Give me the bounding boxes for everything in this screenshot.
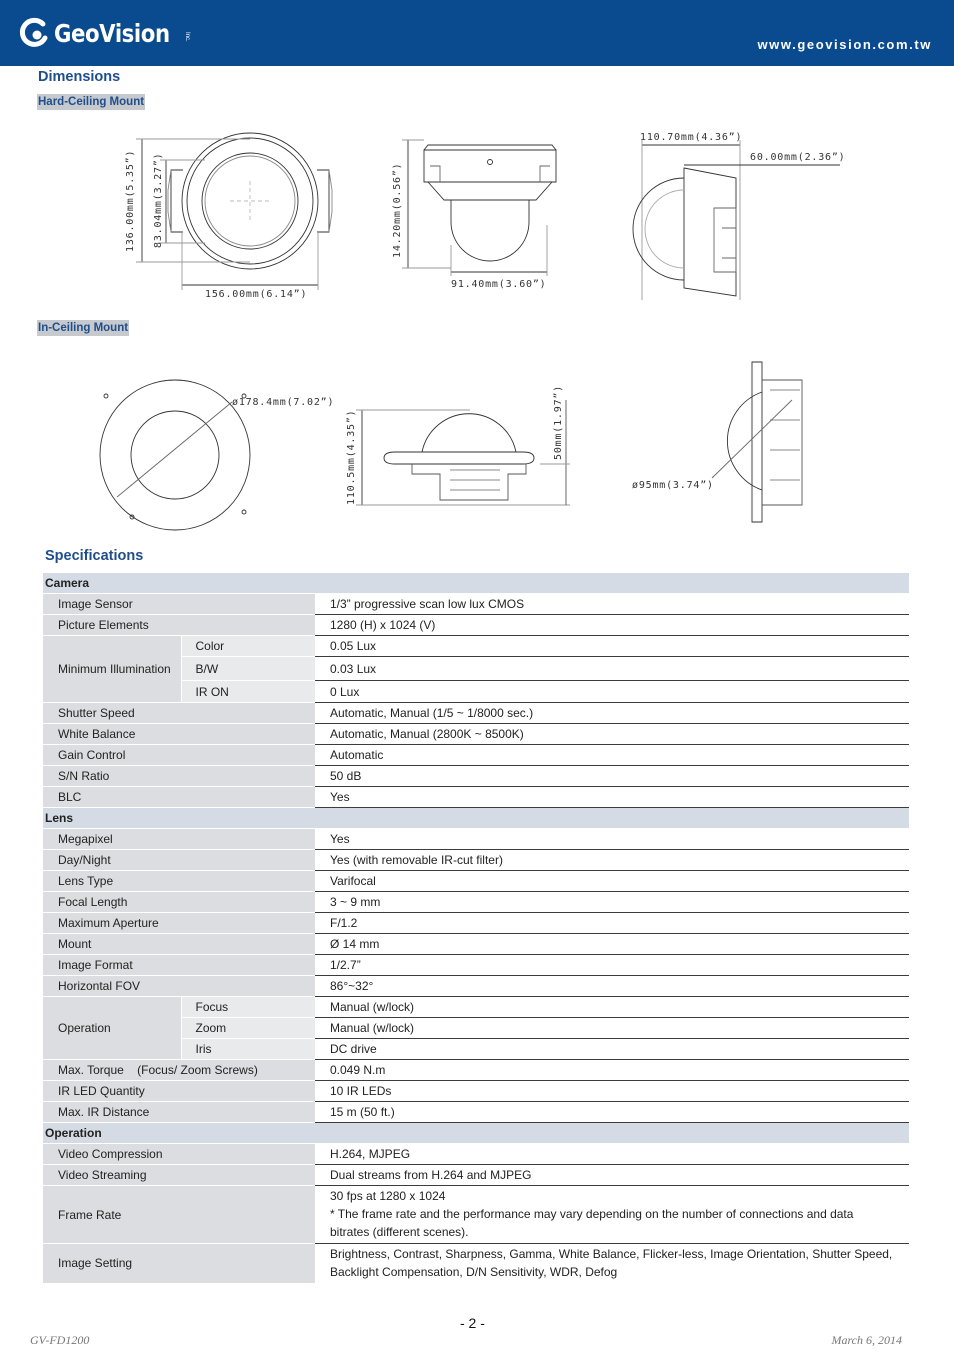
spec-label: S/N Ratio (43, 766, 315, 787)
table-row (43, 913, 909, 934)
spec-value: Manual (w/lock) (315, 1018, 909, 1039)
spec-label: Gain Control (43, 745, 315, 766)
specifications-title: Specifications (45, 548, 144, 564)
spec-value: H.264, MJPEG (315, 1144, 909, 1165)
dim-label: ø95mm(3.74”) (632, 480, 714, 491)
spec-sublabel: Iris (181, 1039, 315, 1060)
in-ceiling-label: In-Ceiling Mount (38, 322, 129, 334)
spec-value: 0 Lux (315, 681, 909, 703)
spec-label: Horizontal FOV (43, 976, 315, 997)
spec-value: 86°~32° (315, 976, 909, 997)
table-row (43, 1244, 909, 1284)
spec-label: BLC (43, 787, 315, 808)
spec-value-line: 30 fps at 1280 x 1024 (330, 1189, 446, 1203)
spec-label: Image Sensor (43, 594, 315, 615)
category-row (43, 1123, 909, 1144)
table-row (43, 724, 909, 745)
dim-label: 14.20mm(0.56”) (392, 162, 403, 258)
table-row (43, 934, 909, 955)
spec-label: Operation (43, 997, 181, 1060)
spec-label: IR LED Quantity (43, 1081, 315, 1102)
category-camera: Camera (43, 573, 909, 594)
page-number: - 2 - (460, 1315, 485, 1331)
table-row (43, 871, 909, 892)
spec-label: Minimum Illumination (43, 636, 181, 703)
table-row (43, 787, 909, 808)
spec-sublabel: Focus (181, 997, 315, 1018)
spec-label: White Balance (43, 724, 315, 745)
category-lens: Lens (43, 808, 909, 829)
spec-label: Focal Length (43, 892, 315, 913)
table-row (43, 636, 909, 657)
spec-value: 0.03 Lux (315, 657, 909, 681)
in-ceiling-side-view (356, 400, 570, 505)
dimensions-title: Dimensions (38, 69, 121, 85)
spec-value: 1/2.7” (315, 955, 909, 976)
spec-value: F/1.2 (315, 913, 909, 934)
spec-value: DC drive (315, 1039, 909, 1060)
dim-label: 110.5mm(4.35”) (346, 409, 357, 505)
spec-value: 1280 (H) x 1024 (V) (315, 615, 909, 636)
table-row (43, 766, 909, 787)
spec-value: Yes (with removable IR-cut filter) (315, 850, 909, 871)
spec-label: Megapixel (43, 829, 315, 850)
spec-sublabel: Zoom (181, 1018, 315, 1039)
dim-label: 110.70mm(4.36”) (640, 132, 743, 143)
dim-label: 50mm(1.97”) (553, 384, 564, 460)
dimension-labels (125, 132, 846, 505)
category-operation: Operation (43, 1123, 909, 1144)
footer-model: GV-FD1200 (30, 1333, 90, 1347)
brand-name: GeoVision (54, 18, 170, 48)
dim-label: 91.40mm(3.60”) (451, 279, 547, 290)
spec-label: Lens Type (43, 871, 315, 892)
footer-date: March 6, 2014 (831, 1333, 902, 1347)
spec-label: Video Compression (43, 1144, 315, 1165)
spec-value: 1/3” progressive scan low lux CMOS (315, 594, 909, 615)
dim-label: 83.04mm(3.27”) (153, 152, 164, 248)
table-row (43, 1102, 909, 1123)
table-row (43, 1060, 909, 1081)
spec-value: 0.049 N.m (315, 1060, 909, 1081)
spec-value: 10 IR LEDs (315, 1081, 909, 1102)
website-url[interactable]: www.geovision.com.tw (757, 37, 932, 52)
table-row (43, 594, 909, 615)
table-row (43, 850, 909, 871)
spec-value: Manual (w/lock) (315, 997, 909, 1018)
spec-label: Image Setting (43, 1244, 315, 1284)
spec-value: 50 dB (315, 766, 909, 787)
hard-ceiling-end-view (633, 140, 840, 300)
spec-label: Picture Elements (43, 615, 315, 636)
in-ceiling-end-view (712, 362, 802, 522)
table-row (43, 745, 909, 766)
dim-label: 60.00mm(2.36”) (750, 152, 846, 163)
specifications-table (43, 573, 909, 1284)
spec-value: Dual streams from H.264 and MJPEG (315, 1165, 909, 1186)
table-row (43, 997, 909, 1018)
table-row (43, 829, 909, 850)
category-row (43, 573, 909, 594)
dim-label: ø178.4mm(7.02”) (232, 397, 335, 408)
dim-label: 156.00mm(6.14”) (205, 289, 308, 300)
table-row (43, 892, 909, 913)
table-row (43, 1144, 909, 1165)
spec-value: Automatic, Manual (2800K ~ 8500K) (315, 724, 909, 745)
table-row (43, 1081, 909, 1102)
hard-ceiling-top-view (136, 133, 332, 290)
table-row (43, 703, 909, 724)
spec-value: 0.05 Lux (315, 636, 909, 657)
spec-value: Yes (315, 829, 909, 850)
table-row (43, 976, 909, 997)
spec-sublabel: Color (181, 636, 315, 657)
spec-value: Varifocal (315, 871, 909, 892)
spec-sublabel: IR ON (181, 681, 315, 703)
spec-value (315, 1186, 909, 1244)
spec-value: Automatic, Manual (1/5 ~ 1/8000 sec.) (315, 703, 909, 724)
spec-label: Day/Night (43, 850, 315, 871)
spec-sublabel: B/W (181, 657, 315, 681)
table-row (43, 955, 909, 976)
spec-value: Ø 14 mm (315, 934, 909, 955)
spec-value: 15 m (50 ft.) (315, 1102, 909, 1123)
spec-label: Image Format (43, 955, 315, 976)
spec-label: Max. Torque (Focus/ Zoom Screws) (43, 1060, 315, 1081)
spec-label: Frame Rate (43, 1186, 315, 1244)
table-row (43, 1186, 909, 1244)
spec-label: Video Streaming (43, 1165, 315, 1186)
spec-label: Shutter Speed (43, 703, 315, 724)
spec-value: Automatic (315, 745, 909, 766)
spec-value-note: * The frame rate and the performance may vary depending on the number of connections and data bitrates (different scenes). (330, 1207, 854, 1239)
hard-ceiling-side-view (402, 140, 556, 276)
spec-label: Max. IR Distance (43, 1102, 315, 1123)
hard-ceiling-label: Hard-Ceiling Mount (38, 96, 145, 108)
brand-suffix: Inc. (184, 32, 191, 42)
category-row (43, 808, 909, 829)
in-ceiling-top-view (100, 380, 250, 530)
spec-label: Maximum Aperture (43, 913, 315, 934)
spec-label: Mount (43, 934, 315, 955)
table-row (43, 615, 909, 636)
spec-value: Brightness, Contrast, Sharpness, Gamma, White Balance, Flicker-less, Image Orientation, Shutter Speed, Backlight Compensation, D/N Sensitivity, WDR, Defog (330, 1247, 893, 1279)
dimension-drawings (0, 0, 954, 540)
table-row (43, 1165, 909, 1186)
spec-value: 3 ~ 9 mm (315, 892, 909, 913)
spec-value: Yes (315, 787, 909, 808)
dim-label: 136.00mm(5.35”) (125, 149, 136, 252)
